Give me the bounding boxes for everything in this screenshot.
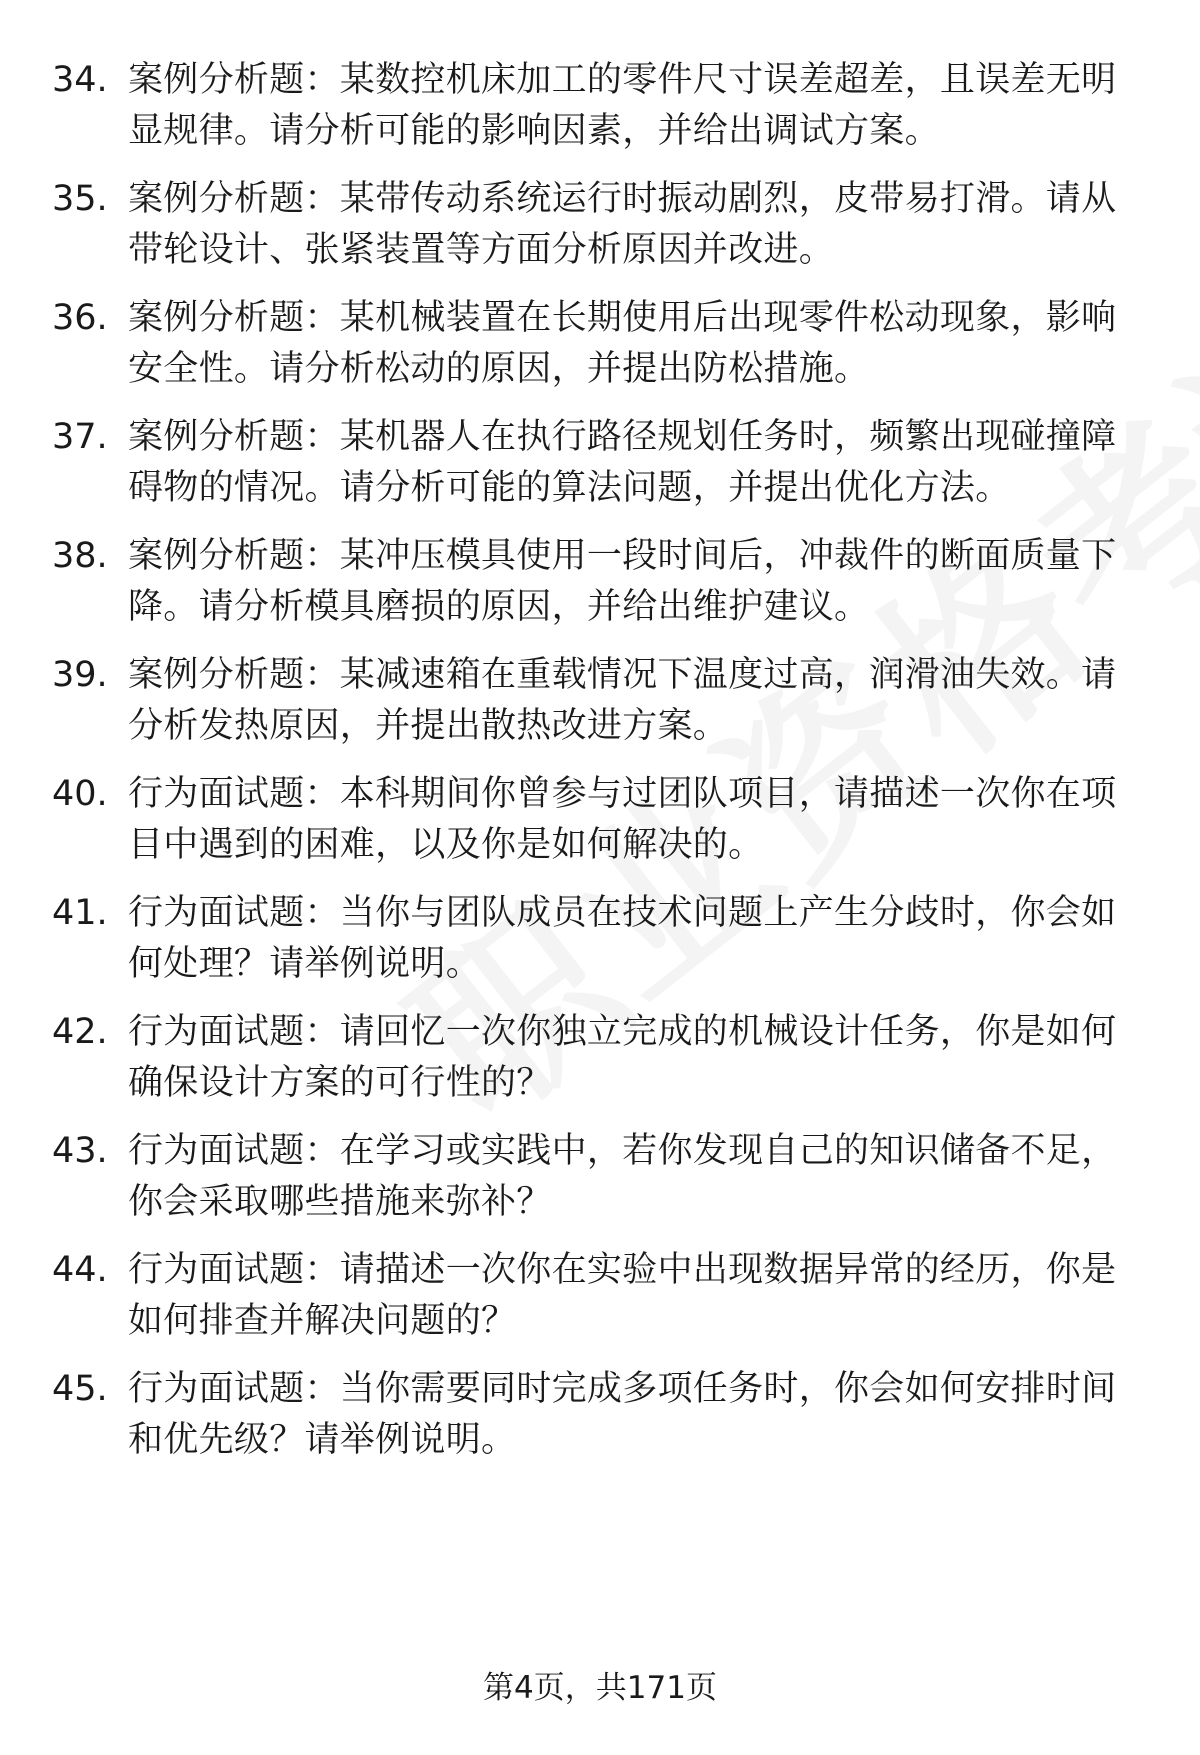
question-text: 行为面试题：请回忆一次你独立完成的机械设计任务，你是如何确保设计方案的可行性的？: [128, 1012, 1117, 1103]
question-text: 案例分析题：某带传动系统运行时振动剧烈，皮带易打滑。请从带轮设计、张紧装置等方面分析原因并改进。: [128, 179, 1117, 270]
question-item: [0, 412, 1200, 522]
question-number: 37.: [52, 417, 108, 457]
question-item: [0, 531, 1200, 641]
question-item: [0, 1364, 1200, 1474]
question-text: 案例分析题：某数控机床加工的零件尺寸误差超差，且误差无明显规律。请分析可能的影响因素，并给出调试方案。: [128, 60, 1117, 151]
question-item: [0, 1007, 1200, 1117]
question-item: [0, 174, 1200, 284]
question-number: 34.: [52, 60, 108, 100]
question-number: 39.: [52, 655, 108, 695]
question-text: 行为面试题：当你与团队成员在技术问题上产生分歧时，你会如何处理？请举例说明。: [128, 893, 1117, 984]
question-item: [0, 769, 1200, 879]
question-item: [0, 1126, 1200, 1236]
question-text: 行为面试题：本科期间你曾参与过团队项目，请描述一次你在项目中遇到的困难，以及你是如何解决的。: [128, 774, 1117, 865]
question-item: [0, 650, 1200, 760]
question-item: [0, 293, 1200, 403]
question-number: 36.: [52, 298, 108, 338]
question-text: 案例分析题：某机器人在执行路径规划任务时，频繁出现碰撞障碍物的情况。请分析可能的算法问题，并提出优化方法。: [128, 417, 1117, 508]
question-item: [0, 888, 1200, 998]
question-number: 44.: [52, 1250, 108, 1290]
question-item: [0, 1245, 1200, 1355]
question-number: 45.: [52, 1369, 108, 1409]
question-text: 行为面试题：在学习或实践中，若你发现自己的知识储备不足，你会采取哪些措施来弥补？: [128, 1131, 1117, 1222]
question-text: 案例分析题：某冲压模具使用一段时间后，冲裁件的断面质量下降。请分析模具磨损的原因，并给出维护建议。: [128, 536, 1117, 627]
page-footer: [0, 1668, 1200, 1708]
question-text: 案例分析题：某机械装置在长期使用后出现零件松动现象，影响安全性。请分析松动的原因，并提出防松措施。: [128, 298, 1117, 389]
question-text: 行为面试题：当你需要同时完成多项任务时，你会如何安排时间和优先级？请举例说明。: [128, 1369, 1117, 1460]
question-number: 43.: [52, 1131, 108, 1171]
question-number: 41.: [52, 893, 108, 933]
question-number: 35.: [52, 179, 108, 219]
question-number: 42.: [52, 1012, 108, 1052]
question-number: 40.: [52, 774, 108, 814]
page-number: 第4页，共171页: [483, 1670, 717, 1706]
question-item: [0, 55, 1200, 165]
question-text: 案例分析题：某减速箱在重载情况下温度过高，润滑油失效。请分析发热原因，并提出散热改进方案。: [128, 655, 1117, 746]
question-number: 38.: [52, 536, 108, 576]
question-text: 行为面试题：请描述一次你在实验中出现数据异常的经历，你是如何排查并解决问题的？: [128, 1250, 1117, 1341]
